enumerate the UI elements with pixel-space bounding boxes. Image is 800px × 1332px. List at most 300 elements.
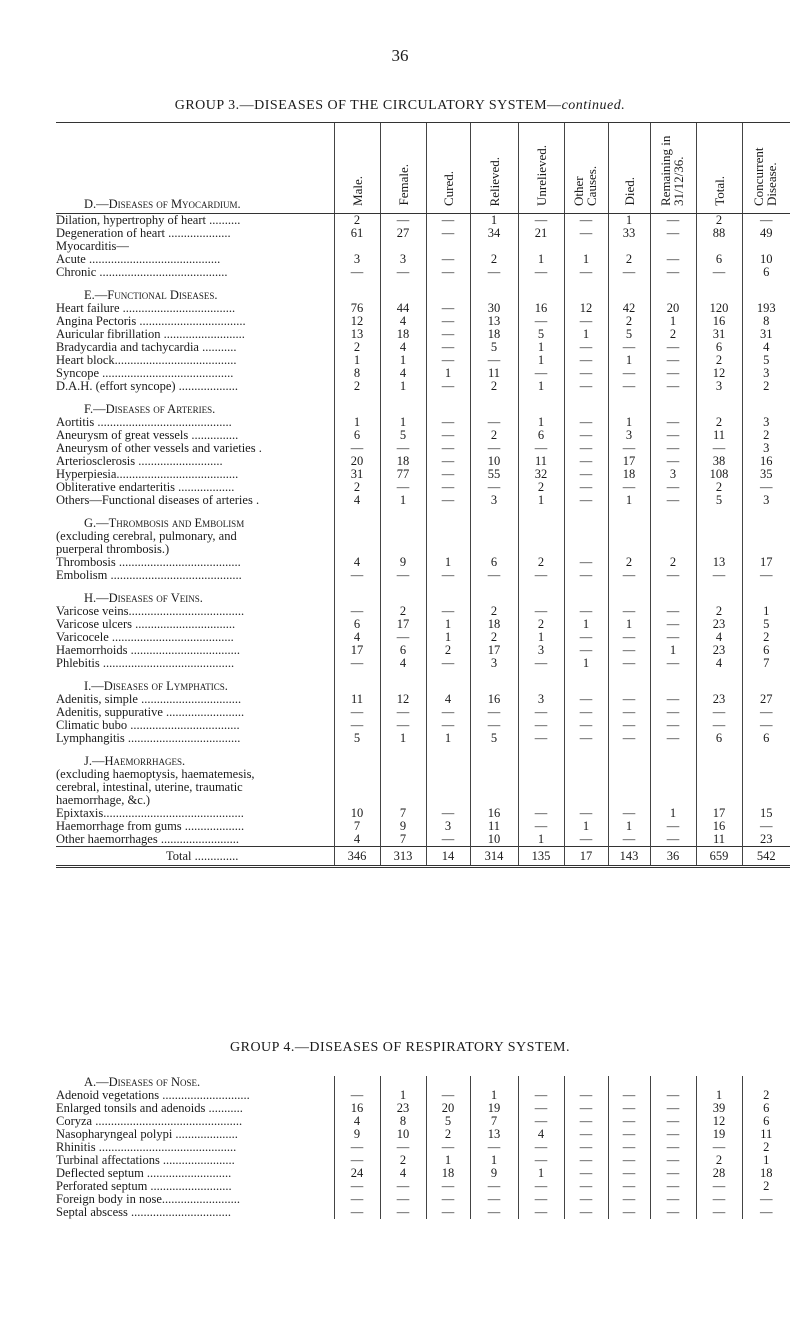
table-cell: —	[650, 618, 696, 631]
table-cell	[380, 755, 426, 768]
table-cell: —	[518, 1115, 564, 1128]
table-cell	[380, 745, 426, 755]
table-cell: 6	[696, 732, 742, 745]
table-cell: —	[564, 354, 608, 367]
table-cell: 6	[696, 253, 742, 266]
table-cell: —	[334, 569, 380, 582]
table-cell: 1	[742, 1154, 790, 1167]
table-cell: 5	[608, 328, 650, 341]
table-cell: 2	[334, 214, 380, 228]
table-cell	[742, 745, 790, 755]
table-cell: —	[564, 732, 608, 745]
table-cell: —	[696, 266, 742, 279]
table-cell: 193	[742, 302, 790, 315]
table-cell: 5	[696, 494, 742, 507]
table-cell	[380, 240, 426, 253]
table-cell: 61	[334, 227, 380, 240]
table-row	[56, 1089, 790, 1102]
table-cell: 13	[334, 328, 380, 341]
table-cell: 4	[518, 1128, 564, 1141]
table-cell	[608, 403, 650, 416]
table-cell	[696, 755, 742, 768]
table-cell: —	[650, 214, 696, 228]
row-label: (excluding cerebral, pulmonary, and	[56, 530, 237, 543]
table-cell: 13	[470, 1128, 518, 1141]
table-cell: 120	[696, 302, 742, 315]
table-cell: —	[334, 605, 380, 618]
table-cell	[518, 794, 564, 807]
table-cell: 1	[470, 1154, 518, 1167]
table-cell: 4	[426, 693, 470, 706]
table-cell	[608, 517, 650, 530]
table-cell: —	[608, 1115, 650, 1128]
table-cell	[650, 745, 696, 755]
table-cell	[608, 670, 650, 680]
table-cell	[334, 768, 380, 781]
table-cell	[470, 680, 518, 693]
table-cell: 13	[696, 556, 742, 569]
table-cell: —	[380, 631, 426, 644]
table-row	[56, 706, 790, 719]
table-cell: 11	[696, 429, 742, 442]
table-cell: 77	[380, 468, 426, 481]
table-cell: —	[650, 354, 696, 367]
table-cell	[380, 517, 426, 530]
table-row	[56, 302, 790, 315]
table-row	[56, 1193, 790, 1206]
table-cell: —	[650, 227, 696, 240]
table-cell	[742, 279, 790, 289]
section-heading: I.—Diseases of Lymphatics.	[84, 680, 228, 693]
table-cell: —	[470, 442, 518, 455]
section-heading-row	[56, 517, 790, 530]
table-cell	[608, 507, 650, 517]
total-cell: 36	[650, 847, 696, 867]
row-label: Phlebitis ..........................................	[56, 657, 235, 670]
table-cell: —	[380, 1206, 426, 1219]
table-cell	[742, 289, 790, 302]
table-cell: 20	[334, 455, 380, 468]
row-label: Auricular fibrillation ..........................	[56, 328, 245, 341]
table-cell: —	[608, 693, 650, 706]
table-cell: 12	[696, 367, 742, 380]
table-row	[56, 380, 790, 393]
table-cell: —	[380, 214, 426, 228]
section-heading-row	[56, 403, 790, 416]
table-cell: —	[696, 1193, 742, 1206]
table-cell: —	[650, 1102, 696, 1115]
table-cell	[696, 289, 742, 302]
table-cell: 1	[380, 494, 426, 507]
table-cell: 18	[470, 618, 518, 631]
table-cell	[742, 680, 790, 693]
group3-table	[56, 122, 790, 868]
spacer-row	[56, 507, 790, 517]
table-cell: 1	[564, 820, 608, 833]
table-cell: 3	[608, 429, 650, 442]
table-cell: 1	[518, 253, 564, 266]
table-cell	[696, 794, 742, 807]
table-cell	[334, 530, 380, 543]
row-label: Myocarditis—	[56, 240, 129, 253]
table-cell: —	[380, 442, 426, 455]
row-label	[56, 745, 334, 755]
table-cell: 3	[742, 416, 790, 429]
table-cell	[380, 279, 426, 289]
total-cell: 17	[564, 847, 608, 867]
table-cell: —	[608, 706, 650, 719]
table-cell: —	[518, 807, 564, 820]
table-cell: 6	[696, 341, 742, 354]
table-cell	[334, 403, 380, 416]
table-cell	[518, 507, 564, 517]
table-cell: —	[426, 341, 470, 354]
col-header: Died.	[608, 123, 650, 214]
row-label: Other haemorrhages .........................	[56, 833, 239, 846]
table-cell: 2	[518, 481, 564, 494]
table-cell	[518, 781, 564, 794]
table-cell: —	[696, 706, 742, 719]
section-heading: A.—Diseases of Nose.	[84, 1076, 201, 1089]
table-cell: 31	[742, 328, 790, 341]
table-cell	[696, 393, 742, 403]
table-cell: —	[608, 1154, 650, 1167]
row-label	[56, 393, 334, 403]
section-heading: F.—Diseases of Arteries.	[84, 403, 216, 416]
col-header: Other Causes.	[564, 123, 608, 214]
table-cell	[742, 517, 790, 530]
row-label	[56, 279, 334, 289]
table-cell: 18	[470, 328, 518, 341]
table-cell: —	[518, 1141, 564, 1154]
total-label: Total ..............	[56, 847, 334, 867]
row-label: Epixtaxis.............................................	[56, 807, 244, 820]
table-cell	[650, 670, 696, 680]
row-label: Embolism ..........................................	[56, 569, 242, 582]
table-cell	[650, 289, 696, 302]
table-cell: 17	[380, 618, 426, 631]
table-cell: —	[564, 315, 608, 328]
table-cell: 18	[426, 1167, 470, 1180]
table-cell: 2	[334, 380, 380, 393]
table-cell: —	[696, 442, 742, 455]
table-cell: —	[608, 1167, 650, 1180]
table-cell	[742, 781, 790, 794]
table-cell	[608, 592, 650, 605]
table-cell: 1	[380, 732, 426, 745]
col-header: Female.	[380, 123, 426, 214]
table-cell: 3	[470, 657, 518, 670]
table-row	[56, 266, 790, 279]
table-cell	[650, 393, 696, 403]
table-row	[56, 1115, 790, 1128]
table-row	[56, 455, 790, 468]
table-cell	[650, 781, 696, 794]
table-cell: —	[564, 556, 608, 569]
table-cell: 1	[426, 367, 470, 380]
table-cell: 2	[426, 1128, 470, 1141]
table-cell: 1	[608, 416, 650, 429]
table-cell	[380, 403, 426, 416]
table-cell	[696, 768, 742, 781]
table-cell: —	[608, 367, 650, 380]
table-cell: —	[650, 732, 696, 745]
table-cell	[650, 507, 696, 517]
table-cell: 30	[470, 302, 518, 315]
table-cell	[380, 1076, 426, 1089]
table-cell: 3	[334, 253, 380, 266]
table-cell: 18	[742, 1167, 790, 1180]
table-cell: —	[518, 266, 564, 279]
table-cell	[380, 393, 426, 403]
spacer-row	[56, 670, 790, 680]
table-cell	[470, 403, 518, 416]
table-cell: 7	[742, 657, 790, 670]
table-cell: —	[650, 605, 696, 618]
table-cell	[380, 670, 426, 680]
table-cell	[608, 745, 650, 755]
table-cell: —	[518, 657, 564, 670]
table-cell	[518, 1076, 564, 1089]
table-cell	[334, 755, 380, 768]
table-cell: —	[426, 481, 470, 494]
table-cell: —	[742, 1193, 790, 1206]
table-cell: 4	[380, 1167, 426, 1180]
table-cell: 1	[608, 820, 650, 833]
table-row	[56, 693, 790, 706]
table-cell: 39	[696, 1102, 742, 1115]
table-row	[56, 807, 790, 820]
table-cell	[696, 240, 742, 253]
table-cell: —	[380, 719, 426, 732]
table-cell	[334, 781, 380, 794]
table-cell: 6	[334, 429, 380, 442]
table-cell: —	[426, 1141, 470, 1154]
row-label	[56, 582, 334, 592]
table-cell: 1	[426, 631, 470, 644]
table-cell	[470, 592, 518, 605]
table-row	[56, 618, 790, 631]
table-cell: 4	[334, 494, 380, 507]
total-cell: 14	[426, 847, 470, 867]
table-cell	[426, 289, 470, 302]
table-cell: 2	[470, 380, 518, 393]
table-cell: 16	[470, 807, 518, 820]
table-cell: —	[564, 569, 608, 582]
table-cell: 55	[470, 468, 518, 481]
table-cell: —	[470, 706, 518, 719]
table-cell: —	[608, 1206, 650, 1219]
table-cell: —	[518, 1102, 564, 1115]
row-label: Aortitis ...........................................	[56, 416, 232, 429]
table-cell: 6	[742, 1115, 790, 1128]
table-cell: —	[518, 1180, 564, 1193]
table-cell	[470, 1076, 518, 1089]
table-cell: —	[334, 1193, 380, 1206]
row-label: Hyperpiesia.......................................	[56, 468, 239, 481]
table-cell	[696, 517, 742, 530]
table-cell: —	[650, 429, 696, 442]
table-cell: 2	[470, 605, 518, 618]
table-cell: —	[334, 1089, 380, 1102]
table-cell	[518, 289, 564, 302]
table-cell	[426, 670, 470, 680]
row-label: Chronic .........................................	[56, 266, 228, 279]
table-row	[56, 732, 790, 745]
table-cell	[380, 289, 426, 302]
table-cell: 1	[470, 1089, 518, 1102]
table-cell	[650, 543, 696, 556]
table-row	[56, 315, 790, 328]
col-header: Relieved.	[470, 123, 518, 214]
table-cell: 4	[380, 367, 426, 380]
total-row	[56, 847, 790, 867]
table-cell: —	[518, 214, 564, 228]
table-cell	[426, 507, 470, 517]
table-cell: 28	[696, 1167, 742, 1180]
table-cell	[696, 1076, 742, 1089]
table-cell: 15	[742, 807, 790, 820]
table-cell	[518, 755, 564, 768]
table-cell: —	[564, 468, 608, 481]
table-row	[56, 253, 790, 266]
table-cell: —	[380, 569, 426, 582]
table-cell: 2	[608, 315, 650, 328]
table-cell: 4	[742, 341, 790, 354]
table-cell	[470, 289, 518, 302]
table-row	[56, 1154, 790, 1167]
table-cell: —	[426, 442, 470, 455]
table-row	[56, 719, 790, 732]
row-label: Nasopharyngeal polypi ....................	[56, 1128, 238, 1141]
table-cell: 9	[380, 820, 426, 833]
table-cell: —	[334, 442, 380, 455]
group3-title-suffix: continued.	[561, 98, 626, 113]
table-cell: —	[426, 605, 470, 618]
table-row	[56, 494, 790, 507]
table-cell	[696, 781, 742, 794]
table-cell: 3	[742, 367, 790, 380]
table-row	[56, 781, 790, 794]
table-row	[56, 1180, 790, 1193]
table-cell: 1	[564, 657, 608, 670]
table-row	[56, 530, 790, 543]
table-cell	[564, 745, 608, 755]
table-cell	[696, 582, 742, 592]
table-cell: 6	[742, 644, 790, 657]
table-cell: 4	[334, 833, 380, 847]
section-heading: D.—Diseases of Myocardium.	[56, 123, 334, 214]
table-cell: 2	[380, 605, 426, 618]
table-cell	[696, 670, 742, 680]
table-cell: —	[564, 1115, 608, 1128]
table-cell: —	[650, 1154, 696, 1167]
table-cell	[650, 517, 696, 530]
table-cell: —	[650, 719, 696, 732]
table-cell: 1	[650, 315, 696, 328]
table-cell: 5	[380, 429, 426, 442]
table-cell: —	[564, 380, 608, 393]
table-cell: 49	[742, 227, 790, 240]
table-cell: 1	[608, 494, 650, 507]
table-cell: 33	[608, 227, 650, 240]
table-cell	[650, 755, 696, 768]
table-cell: 23	[696, 693, 742, 706]
table-cell	[564, 794, 608, 807]
table-cell	[742, 794, 790, 807]
section-heading-row	[56, 680, 790, 693]
table-cell	[608, 755, 650, 768]
table-cell: 17	[334, 644, 380, 657]
table-cell	[564, 543, 608, 556]
section-heading: G.—Thrombosis and Embolism	[84, 517, 245, 530]
table-cell	[470, 755, 518, 768]
table-row	[56, 227, 790, 240]
table-cell: 16	[470, 693, 518, 706]
table-cell: 6	[334, 618, 380, 631]
table-cell: 1	[518, 341, 564, 354]
table-cell	[696, 279, 742, 289]
table-row	[56, 543, 790, 556]
table-cell	[518, 279, 564, 289]
table-cell: 1	[742, 605, 790, 618]
col-header: Remaining in 31/12/36.	[650, 123, 696, 214]
table-cell: 1	[426, 1154, 470, 1167]
table-cell: —	[426, 1206, 470, 1219]
table-cell: —	[650, 1089, 696, 1102]
table-cell: 3	[696, 380, 742, 393]
table-cell	[426, 680, 470, 693]
table-cell	[564, 592, 608, 605]
row-label: Acute ..........................................	[56, 253, 221, 266]
table-row	[56, 416, 790, 429]
table-cell	[564, 755, 608, 768]
table-cell: —	[650, 341, 696, 354]
row-label: Lymphangitis ....................................	[56, 732, 241, 745]
table-cell: 24	[334, 1167, 380, 1180]
table-cell	[334, 289, 380, 302]
table-cell: —	[426, 1193, 470, 1206]
table-cell: 2	[334, 481, 380, 494]
table-cell: —	[564, 706, 608, 719]
table-cell	[608, 240, 650, 253]
table-cell	[518, 745, 564, 755]
table-cell	[426, 745, 470, 755]
table-cell	[564, 1076, 608, 1089]
table-cell: 16	[518, 302, 564, 315]
table-cell: —	[608, 1128, 650, 1141]
table-cell: 11	[696, 833, 742, 847]
row-label: Climatic bubo ...................................	[56, 719, 240, 732]
table-cell	[564, 393, 608, 403]
table-cell	[470, 507, 518, 517]
table-cell	[470, 745, 518, 755]
table-cell: —	[518, 367, 564, 380]
group3-title	[0, 98, 800, 114]
table-cell: 27	[742, 693, 790, 706]
table-cell: 27	[380, 227, 426, 240]
table-cell: 17	[696, 807, 742, 820]
table-cell: —	[470, 481, 518, 494]
table-cell	[564, 279, 608, 289]
table-cell	[696, 592, 742, 605]
table-cell	[470, 582, 518, 592]
table-cell: —	[518, 719, 564, 732]
row-label: Adenoid vegetations ............................	[56, 1089, 250, 1102]
table-cell: 9	[470, 1167, 518, 1180]
table-cell	[742, 670, 790, 680]
col-header: Concurrent Disease.	[742, 123, 790, 214]
